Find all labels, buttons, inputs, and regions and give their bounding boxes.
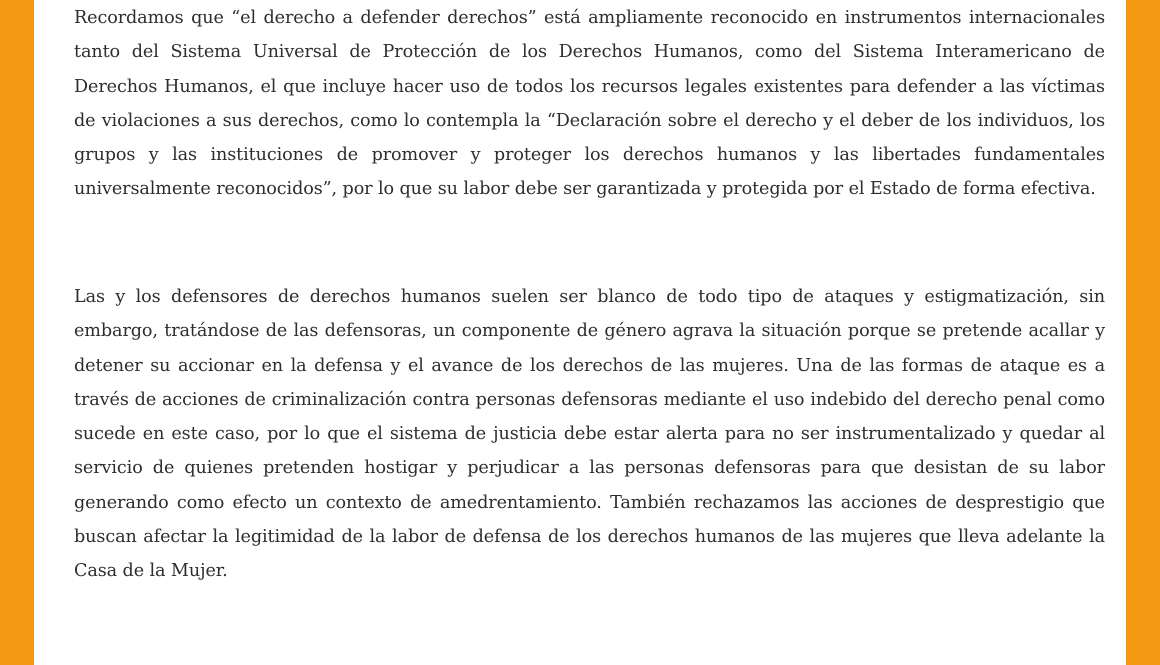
paragraph-derecho-a-defender: Recordamos que “el derecho a defender derechos” está ampliamente reconocido en instrumentos internacionales tanto del Sistema Universal de Protección de los Derechos Humanos, como del Sistema Interamericano de Derechos Humanos, el que incluye hacer uso de todos los recursos legales existentes para defender a las víctimas de violaciones a sus derechos, como lo contempla la “Declaración sobre el derecho y el deber de los individuos, los grupos y las instituciones de promover y proteger los derechos humanos y las libertades fundamentales universalmente reconocidos”, por lo que su labor debe ser garantizada y protegida por el Estado de forma efectiva.	[74, 8, 1105, 200]
paragraph-defensoras-ataques: Las y los defensores de derechos humanos suelen ser blanco de todo tipo de ataques y estigmatización, sin embargo, tratándose de las defensoras, un componente de género agrava la situación porque se pretende acallar y detener su accionar en la defensa y el avance de los derechos de las mujeres. Una de las formas de ataque es a través de acciones de criminalización contra personas defensoras mediante el uso indebido del derecho penal como sucede en este caso, por lo que el sistema de justicia debe estar alerta para no ser instrumentalizado y quedar al servicio de quienes pretenden hostigar y perjudicar a las personas defensoras para que desistan de su labor generando como efecto un contexto de amedrentamiento. También rechazamos las acciones de desprestigio que buscan afectar la legitimidad de la labor de defensa de los derechos humanos de las mujeres que lleva adelante la Casa de la Mujer.	[74, 287, 1105, 582]
document-page	[34, 0, 1126, 665]
